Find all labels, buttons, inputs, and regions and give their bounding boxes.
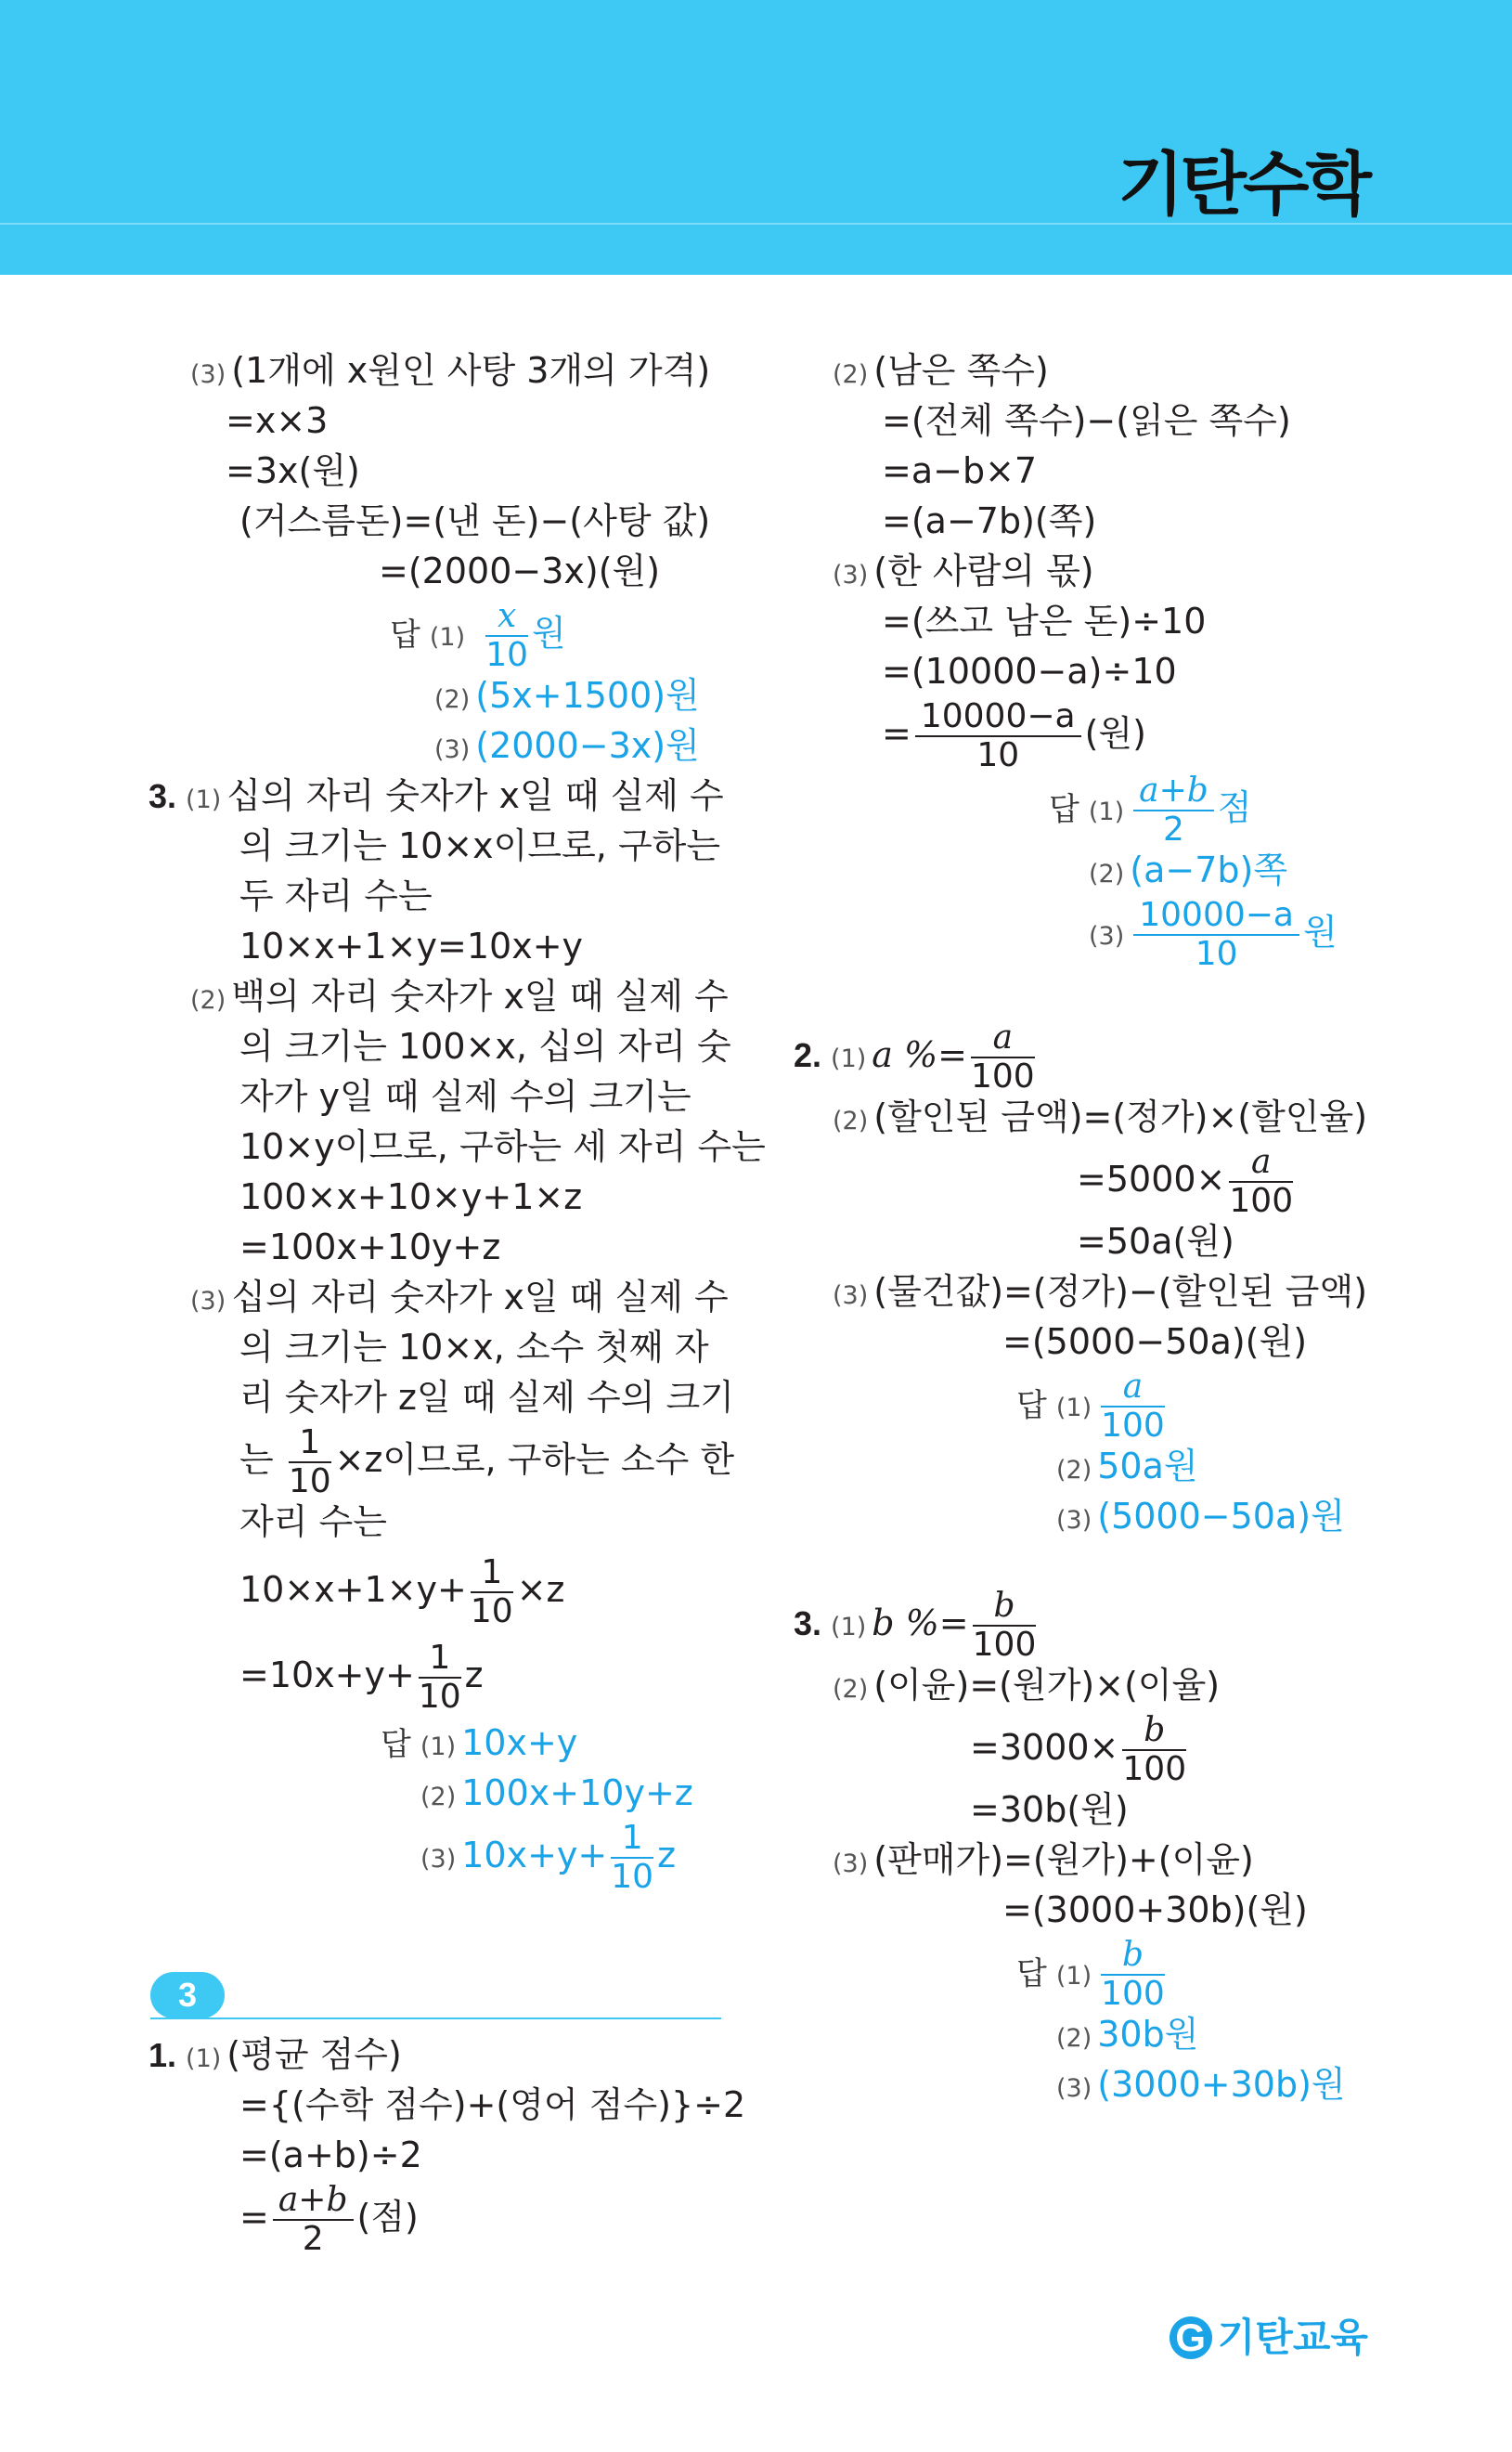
text: 10×x+1×y+ (239, 1569, 467, 1610)
line: 두 자리 수는 (239, 876, 433, 916)
text: 는 (239, 1439, 274, 1480)
answer-label: 답 (1016, 1387, 1047, 1424)
publisher-logo (1170, 2307, 1368, 2363)
line: 10×x+1×y=10x+y (239, 926, 584, 967)
line: 리 숫자가 z일 때 실제 수의 크기 (239, 1377, 734, 1418)
line (139, 971, 733, 1021)
right-column (794, 345, 1388, 2109)
text: b %= (872, 1602, 969, 1643)
fraction (1133, 771, 1214, 849)
page-header (0, 0, 1512, 275)
left-column (139, 345, 766, 1896)
denominator: 10 (485, 635, 529, 674)
line: = $\frac{10000-a}{10}$ (원) (882, 696, 1146, 774)
fraction (1101, 1367, 1165, 1445)
part-label: (2) (1056, 2024, 1092, 2053)
part-label: (2) (833, 360, 869, 389)
part-label: (1) (1055, 1962, 1092, 1991)
part-label: (3) (434, 735, 471, 764)
line: =x×3 (226, 400, 329, 441)
text: a %= (872, 1034, 967, 1075)
part-label: (1) (186, 2044, 222, 2073)
text: (1개에 x원인 사탕 3개의 가격) (231, 350, 711, 391)
line: =100x+10y+z (239, 1226, 501, 1267)
line: ={(수학 점수)+(영어 점수)}÷2 (239, 2084, 746, 2125)
denominator: 100 (1229, 1181, 1294, 1220)
line: 의 크기는 10×x, 소수 첫째 자 (239, 1327, 709, 1368)
line: =(3000+30b)(원) (1002, 1889, 1308, 1930)
numerator: a (1229, 1146, 1293, 1183)
part-label: (3) (420, 1845, 457, 1874)
part-label: (2) (833, 1107, 869, 1135)
line: 자가 y일 때 실제 수의 크기는 (239, 1076, 691, 1117)
question-line (139, 2030, 733, 2080)
denominator: 10 (418, 1677, 461, 1716)
line: =(쓰고 남은 돈)÷10 (882, 601, 1207, 642)
line: 의 크기는 100×x, 십의 자리 숫 (239, 1026, 731, 1067)
fraction (611, 1818, 654, 1896)
fraction (1122, 1710, 1187, 1788)
line: 100×x+10×y+1×z (239, 1176, 583, 1217)
numerator: b (1122, 1714, 1186, 1751)
answer-line (139, 720, 733, 771)
answer-unit: 원 (1303, 912, 1338, 953)
part-label: (2) (1089, 860, 1125, 889)
line (794, 1835, 1388, 1885)
text: ×z (516, 1569, 565, 1610)
answer-text: 100x+10y+z (461, 1772, 693, 1813)
text: (이윤)=(원가)×(이율) (873, 1665, 1221, 1706)
logo-text: 기탄교육 (1217, 2315, 1368, 2360)
fraction (418, 1638, 461, 1716)
part-label: (2) (434, 685, 471, 714)
line (794, 1092, 1388, 1142)
answer-line (794, 1441, 1388, 1491)
fraction (485, 596, 529, 674)
line (139, 1547, 733, 1632)
answer-line (794, 1935, 1388, 2013)
numerator: 10000−a (1133, 899, 1299, 936)
brand-logo: 기탄수학 (1118, 145, 1368, 225)
answer-unit: 점 (1217, 787, 1252, 828)
text: z (464, 1654, 484, 1695)
fraction (1101, 1935, 1165, 2013)
line: 10×y이므로, 구하는 세 자리 수는 (239, 1126, 766, 1167)
line (794, 1266, 1388, 1317)
question-number: 3. (794, 1604, 822, 1642)
denominator: 2 (302, 2219, 324, 2258)
line: =(10000−a)÷10 (882, 651, 1177, 692)
line (139, 345, 733, 396)
part-label: (2) (833, 1675, 869, 1704)
fraction (972, 1586, 1037, 1664)
text: 십의 자리 숫자가 x일 때 실제 수 (226, 775, 724, 816)
numerator: b (1101, 1939, 1165, 1976)
denominator: 10 (611, 1857, 654, 1896)
question-number: 3. (149, 777, 177, 815)
line: 의 크기는 10×x이므로, 구하는 (239, 825, 721, 866)
fraction (1133, 895, 1299, 973)
part-label: (2) (190, 986, 226, 1015)
text: (물건값)=(정가)−(할인된 금액) (873, 1271, 1368, 1312)
part-label: (1) (429, 623, 466, 652)
answer-text: 10x+y (461, 1722, 578, 1763)
line: =(a−7b)(쪽) (882, 500, 1097, 541)
text: (점) (356, 2197, 419, 2238)
numerator: a+b (273, 2184, 354, 2221)
text: =10x+y+ (239, 1654, 415, 1695)
numerator: b (973, 1589, 1037, 1627)
line: =a−b×7 (882, 450, 1038, 491)
numerator: a (971, 1021, 1035, 1058)
part-label: (1) (186, 785, 222, 814)
fraction (1229, 1142, 1294, 1220)
text: (평균 점수) (226, 2034, 402, 2075)
question-number: 1. (149, 2036, 177, 2074)
question-line (794, 1018, 1388, 1096)
answer-label: 답 (390, 616, 420, 654)
part-label: (3) (1056, 2074, 1092, 2103)
left-column-section3 (139, 2030, 746, 2258)
answer-line (794, 845, 1388, 895)
logo-mark: G (1170, 2316, 1212, 2359)
answer-text: (5x+1500)원 (475, 675, 700, 716)
answer-label: 답 (381, 1726, 411, 1763)
line: =30b(원) (970, 1789, 1129, 1830)
answer-text: (a−7b)쪽 (1130, 850, 1288, 890)
line: 자리 수는 (239, 1501, 387, 1542)
answer-unit: 원 (532, 613, 566, 654)
part-label: (3) (833, 1281, 869, 1310)
part-label: (1) (831, 1044, 867, 1073)
line (139, 1422, 735, 1500)
part-label: (3) (190, 1287, 226, 1316)
answer-line (794, 1367, 1388, 1445)
answer-text: (2000−3x)원 (475, 725, 700, 766)
text: (남은 쪽수) (873, 350, 1049, 391)
part-label: (1) (1088, 798, 1125, 826)
line: =(5000−50a)(원) (1002, 1321, 1308, 1362)
part-label: (2) (1056, 1456, 1092, 1485)
fraction (273, 2180, 354, 2258)
denominator: 2 (1162, 810, 1184, 849)
text: ×z이므로, 구하는 소수 한 (334, 1439, 735, 1480)
numerator: x (485, 600, 528, 637)
part-label: (3) (833, 561, 869, 590)
text: 백의 자리 숫자가 x일 때 실제 수 (231, 976, 729, 1017)
answer-line (139, 1818, 733, 1896)
text: 십의 자리 숫자가 x일 때 실제 수 (231, 1277, 729, 1317)
fraction (470, 1552, 513, 1630)
numerator: 1 (289, 1426, 331, 1463)
answer-text: (5000−50a)원 (1097, 1496, 1345, 1537)
fraction (288, 1422, 331, 1500)
line: =3x(원) (226, 450, 360, 491)
denominator: 100 (1101, 1406, 1165, 1445)
answer-line (794, 771, 1388, 849)
text: (한 사람의 몫) (873, 551, 1094, 591)
answer-line (139, 1768, 733, 1818)
text: (할인된 금액)=(정가)×(할인율) (873, 1096, 1368, 1137)
line (794, 546, 1388, 596)
line: =50a(원) (1077, 1221, 1234, 1262)
numerator: 1 (611, 1822, 653, 1859)
denominator: 10 (1195, 934, 1238, 973)
text: (원) (1084, 713, 1146, 754)
answer-label: 답 (1049, 791, 1079, 828)
numerator: 1 (419, 1641, 461, 1679)
line (794, 1660, 1388, 1710)
part-label: (1) (831, 1613, 867, 1641)
numerator: a (1101, 1370, 1165, 1408)
line (794, 1142, 1388, 1220)
denominator: 100 (972, 1625, 1037, 1664)
answer-label: 답 (1016, 1955, 1047, 1992)
spacer (794, 969, 1388, 1018)
line (794, 1710, 1388, 1788)
part-label: (1) (1055, 1394, 1092, 1422)
numerator: 10000−a (915, 700, 1081, 737)
denominator: 100 (1101, 1974, 1165, 2013)
answer-line (794, 895, 1388, 973)
answer-line (794, 2009, 1388, 2059)
line: =(2000−3x)(원) (379, 551, 661, 591)
text: =3000× (970, 1727, 1119, 1768)
numerator: 1 (471, 1556, 513, 1593)
line: (거스름돈)=(낸 돈)−(사탕 값) (239, 500, 711, 541)
denominator: 10 (976, 735, 1020, 774)
spacer (794, 1541, 1388, 1586)
line: =(a+b)÷2 (239, 2134, 422, 2175)
part-label: (3) (190, 360, 226, 389)
answer-line (794, 1491, 1388, 1541)
fraction (915, 696, 1081, 774)
question-line (794, 1586, 1388, 1664)
line (139, 1272, 733, 1322)
part-label: (2) (420, 1783, 457, 1811)
numerator: a+b (1133, 774, 1214, 811)
part-label: (3) (833, 1849, 869, 1878)
text: =5000× (1077, 1159, 1226, 1200)
part-label: (3) (1056, 1506, 1092, 1535)
answer-line (139, 1718, 733, 1768)
answer-line (139, 670, 733, 720)
line (794, 345, 1388, 396)
section-divider (150, 2017, 721, 2019)
text: (판매가)=(원가)+(이윤) (873, 1839, 1254, 1880)
denominator: 10 (288, 1461, 331, 1500)
line: = $\frac{a+b}{2}$ (점) (239, 2180, 419, 2258)
answer-text: 50a원 (1097, 1446, 1198, 1486)
part-label: (1) (420, 1732, 457, 1761)
answer-text: 30b원 (1097, 2014, 1199, 2055)
answer-line (794, 2059, 1388, 2109)
line (139, 1632, 733, 1718)
section-badge: 3 (150, 1972, 225, 2018)
answer-text: 10x+y+ (461, 1835, 608, 1875)
denominator: 100 (1122, 1749, 1187, 1788)
question-number: 2. (794, 1036, 822, 1074)
fraction (970, 1018, 1035, 1096)
question-line (139, 771, 733, 821)
denominator: 10 (470, 1591, 513, 1630)
answer-text: z (657, 1835, 677, 1875)
answer-text: (3000+30b)원 (1097, 2064, 1346, 2105)
answer-line (139, 596, 733, 674)
denominator: 100 (970, 1057, 1035, 1096)
line: =(전체 쪽수)−(읽은 쪽수) (882, 400, 1291, 441)
part-label: (3) (1089, 922, 1125, 951)
